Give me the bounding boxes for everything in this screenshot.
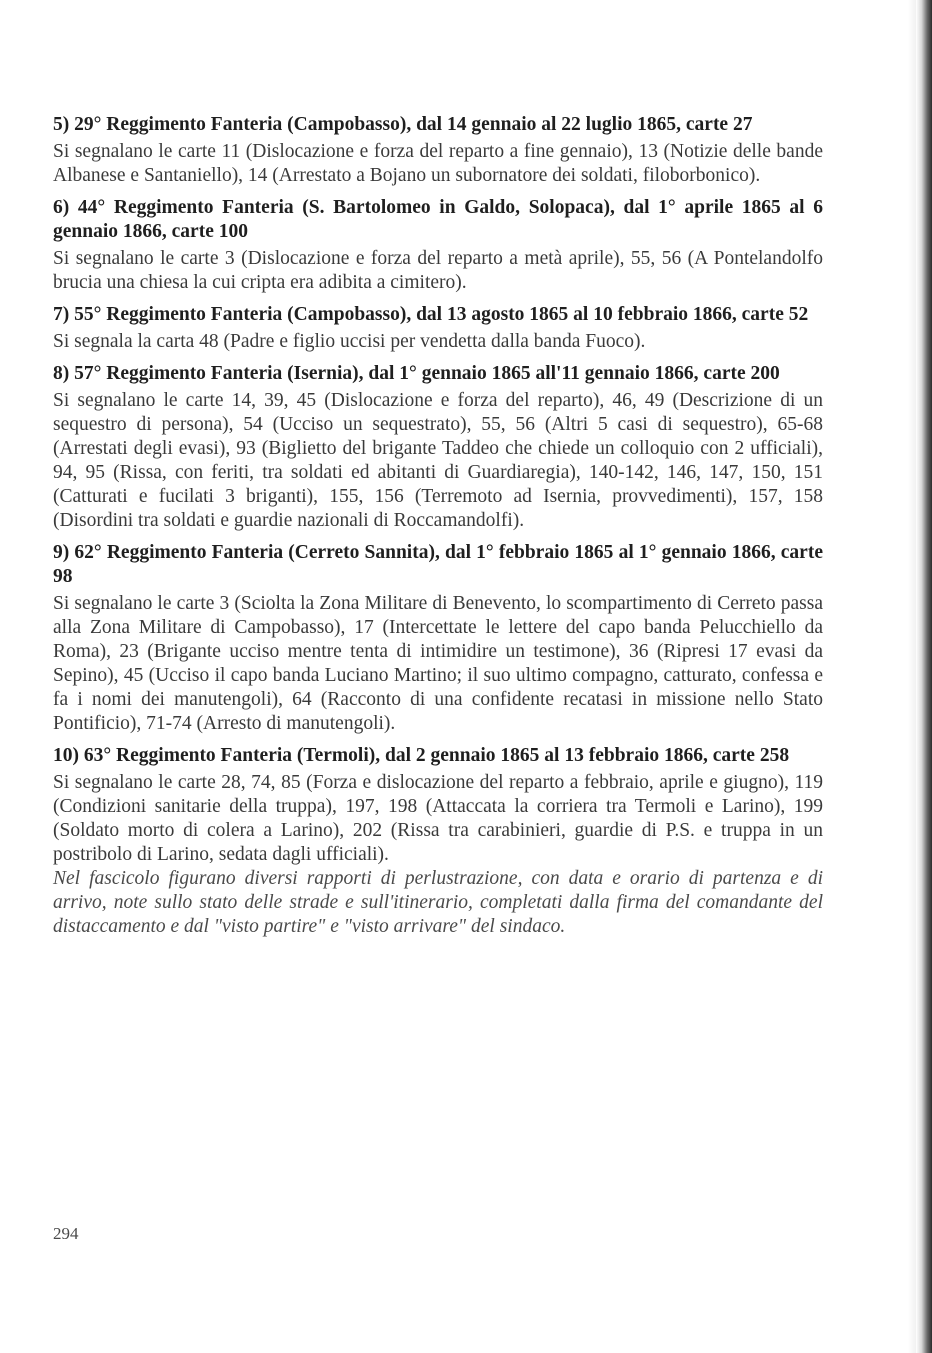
entry-7 <box>53 303 823 354</box>
entry-body: Si segnalano le carte 11 (Dislocazione e forza del reparto a fine gennaio), 13 (Notizie delle bande Albanese e Santaniello), 14 (Arrestato a Bojano un subornatore dei soldati, filoborbonico). <box>53 141 823 186</box>
entry-9 <box>53 541 823 736</box>
entry-heading: 6) 44° Reggimento Fanteria (S. Bartolomeo in Galdo, Solopaca), dal 1° aprile 1865 al 6 gennaio 1866, carte 100 <box>53 197 823 242</box>
entry-heading: 8) 57° Reggimento Fanteria (Isernia), dal 1° gennaio 1865 all'11 gennaio 1866, carte 200 <box>53 363 780 384</box>
entry-heading: 10) 63° Reggimento Fanteria (Termoli), dal 2 gennaio 1865 al 13 febbraio 1866, carte 258 <box>53 745 790 766</box>
entry-body: Si segnalano le carte 3 (Dislocazione e forza del reparto a metà aprile), 55, 56 (A Pontelandolfo brucia una chiesa la cui cripta era adibita a cimitero). <box>53 248 823 293</box>
entry-5 <box>53 113 823 188</box>
entry-10 <box>53 744 823 939</box>
entry-6 <box>53 196 823 295</box>
book-binding-shadow <box>916 0 932 1353</box>
entry-body: Si segnalano le carte 28, 74, 85 (Forza e dislocazione del reparto a febbraio, aprile e giugno), 119 (Condizioni sanitarie della truppa), 197, 198 (Attaccata la corriera tra Termoli e Larino), 199 (Soldato morto di colera a Larino), 202 (Rissa tra carabinieri, guardie di P.S. e truppa in un postribolo di Larino, sedata dagli ufficiali). <box>53 772 823 865</box>
entry-8 <box>53 362 823 533</box>
entry-heading: 7) 55° Reggimento Fanteria (Campobasso), dal 13 agosto 1865 al 10 febbraio 1866, carte 52 <box>53 304 809 325</box>
entry-body: Si segnala la carta 48 (Padre e figlio uccisi per vendetta dalla banda Fuoco). <box>53 331 646 352</box>
page-number: 294 <box>53 1224 79 1243</box>
page-edge-shadow <box>908 0 916 1353</box>
entry-heading: 5) 29° Reggimento Fanteria (Campobasso), dal 14 gennaio al 22 luglio 1865, carte 27 <box>53 114 753 135</box>
entry-body: Si segnalano le carte 14, 39, 45 (Dislocazione e forza del reparto), 46, 49 (Descrizione di un sequestro di persona), 54 (Ucciso un sequestrato), 55, 56 (Altri 5 casi di sequestro), 65-68 (Arrestati degli evasi), 93 (Biglietto del brigante Taddeo che chiede un colloquio con 2 ufficiali), 94, 95 (Rissa, con feriti, tra soldati ed abitanti di Guardiaregia), 140-142, 146, 147, 150, 151 (Catturati e fucilati 3 briganti), 155, 156 (Terremoto ad Isernia, provvedimenti), 157, 158 (Disordini tra soldati e guardie nazionali di Roccamandolfi). <box>53 390 823 531</box>
document-content <box>53 113 823 947</box>
entry-body: Si segnalano le carte 3 (Sciolta la Zona Militare di Benevento, lo scompartimento di Cerreto passa alla Zona Militare di Campobasso), 17 (Intercettate le lettere del capo banda Pelucchiello da Roma), 23 (Brigante ucciso mentre tenta di intimidire un testimone), 36 (Ripresi 17 evasi da Sepino), 45 (Ucciso il capo banda Luciano Martino; il suo ultimo compagno, catturato, confessa e fa i nomi dei manutengoli), 64 (Racconto di una confidente recatasi in missione nello Stato Pontificio), 71-74 (Arresto di manutengoli). <box>53 593 823 734</box>
entry-heading: 9) 62° Reggimento Fanteria (Cerreto Sannita), dal 1° febbraio 1865 al 1° gennaio 1866, carte 98 <box>53 542 823 587</box>
entry-note: Nel fascicolo figurano diversi rapporti di perlustrazione, con data e orario di partenza e di arrivo, note sullo stato delle strade e sull'itinerario, completati dalla firma del comandante del distaccamento e dal "visto partire" e "visto arrivare" del sindaco. <box>53 868 823 937</box>
